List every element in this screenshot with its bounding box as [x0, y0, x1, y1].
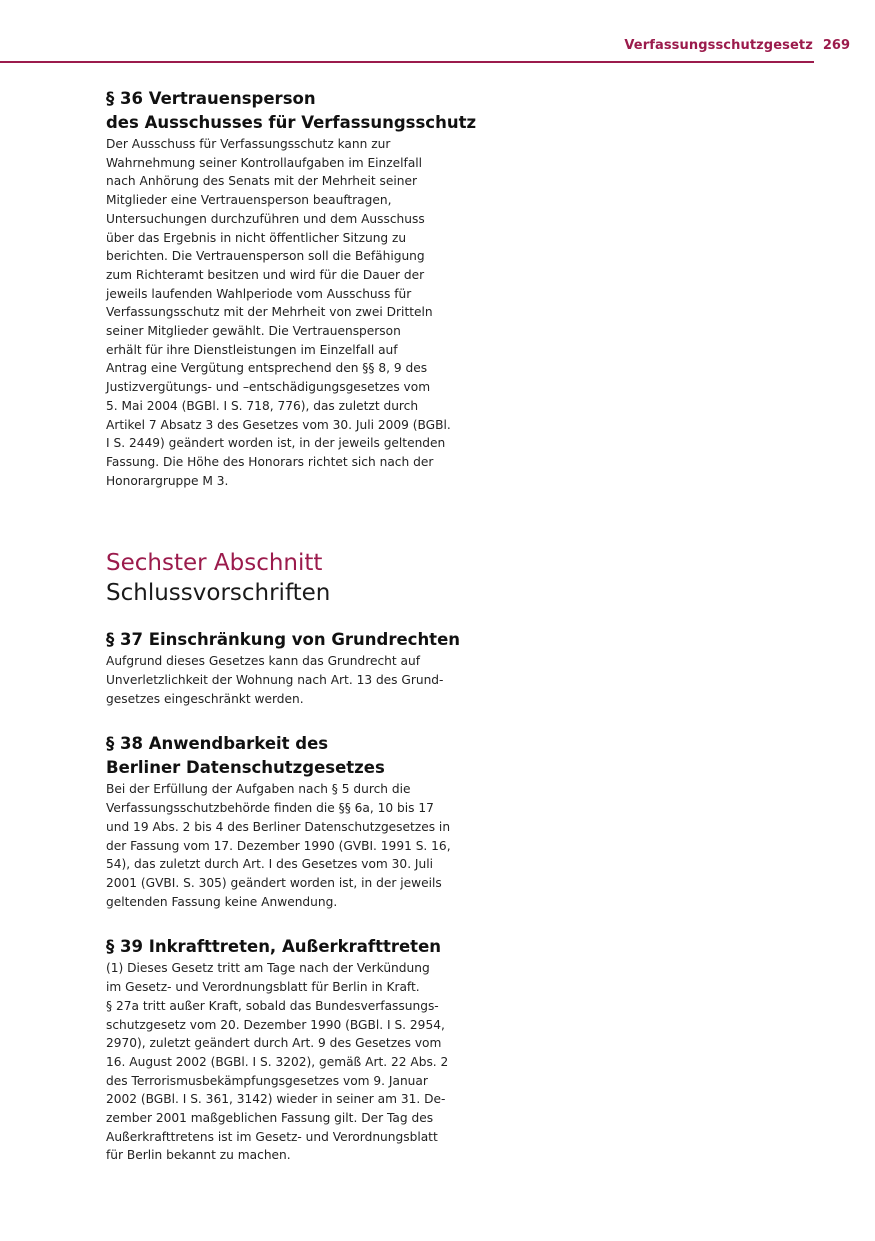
section-heading	[106, 628, 461, 652]
running-title: Verfassungsschutzgesetz	[624, 38, 813, 53]
section-body: Bei der Erfüllung der Aufgaben nach § 5 durch die Verfassungsschutzbehörde finden die §§ 6a, 10 bis 17 und 19 Abs. 2 bis 4 des Berliner Datenschutzgesetzes in der Fassung vom 17. Dezember 1990 (GVBI. 1991 S. 16, 54), das zuletzt durch Art. I des Gesetzes vom 30. Juli 2001 (GVBI. S. 305) geändert worden ist, in der jeweils geltenden Fassung keine Anwendung.	[106, 782, 451, 909]
header-rule	[0, 61, 814, 63]
section-heading	[106, 732, 451, 780]
section-heading-line: § 39 Inkrafttreten, Außerkrafttreten	[106, 937, 442, 957]
section-body: Der Ausschuss für Verfassungsschutz kann zur Wahrnehmung seiner Kontrollaufgaben im Einzelfall nach Anhörung des Senats mit der Mehrheit seiner Mitglieder eine Vertrauensperson beauftragen, Untersuchungen durchzuführen und dem Ausschuss über das Ergebnis in nicht öffentlicher Sitzung zu berichten. Die Vertrauensperson soll die Befähigung zum Richteramt besitzen und wird für die Dauer der jeweils laufenden Wahlperiode vom Ausschuss für Verfassungsschutz mit der Mehrheit von zwei Dritteln seiner Mitglieder gewählt. Die Vertrauensperson erhält für ihre Dienstleistungen im Einzelfall auf Antrag eine Vergütung entsprechend den §§ 8, 9 des Justizvergütungs- und –entschädigungsgesetzes vom 5. Mai 2004 (BGBl. I S. 718, 776), das zuletzt durch Artikel 7 Absatz 3 des Gesetzes vom 30. Juli 2009 (BGBl. I S. 2449) geändert worden ist, in der jeweils geltenden Fassung. Die Höhe des Honorars richtet sich nach der Honorargruppe M 3.	[106, 137, 451, 488]
section-heading-line: des Ausschusses für Verfassungsschutz	[106, 113, 477, 132]
section-38	[106, 732, 451, 911]
running-header	[624, 38, 850, 53]
section-37	[106, 628, 461, 708]
part-heading	[106, 548, 451, 608]
section-39	[106, 935, 451, 1165]
part-number: Sechster Abschnitt	[106, 550, 323, 577]
part-title: Schlussvorschriften	[106, 580, 331, 607]
page-number: 269	[822, 38, 850, 53]
section-heading-line: § 37 Einschränkung von Grundrechten	[106, 630, 461, 650]
section-body: Aufgrund dieses Gesetzes kann das Grundrecht auf Unverletzlichkeit der Wohnung nach Art. 13 des Grund- gesetzes eingeschränkt werden.	[106, 654, 444, 706]
section-heading	[106, 87, 477, 135]
section-heading-line: § 36 Vertrauensperson	[106, 89, 316, 108]
section-36	[106, 87, 477, 490]
section-heading-line: Berliner Datenschutzgesetzes	[106, 758, 385, 778]
section-heading-line: § 38 Anwendbarkeit des	[106, 734, 329, 754]
section-body: (1) Dieses Gesetz tritt am Tage nach der Verkündung im Gesetz- und Verordnungsblatt für Berlin in Kraft. § 27a tritt außer Kraft, sobald das Bundesverfassungs- schutzgesetz vom 20. Dezember 1990 (BGBl. I S. 2954, 2970), zuletzt geändert durch Art. 9 des Gesetzes vom 16. August 2002 (BGBl. I S. 3202), gemäß Art. 22 Abs. 2 des Terrorismusbekämpfungsgesetzes vom 9. Januar 2002 (BGBl. I S. 361, 3142) wieder in seiner am 31. De- zember 2001 maßgeblichen Fassung gilt. Der Tag des Außerkrafttretens ist im Gesetz- und Verordnungsblatt für Berlin bekannt zu machen.	[106, 961, 449, 1163]
section-heading	[106, 935, 451, 959]
page-content	[106, 87, 477, 1189]
